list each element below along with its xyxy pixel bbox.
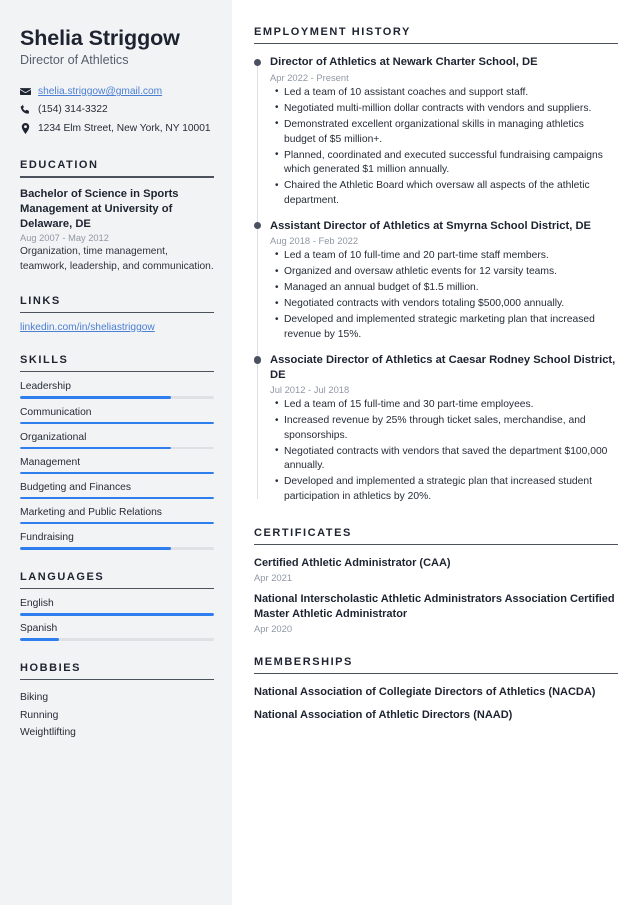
education-degree: Bachelor of Science in Sports Management at University of Delaware, DE	[20, 187, 179, 231]
skill-label: Marketing and Public Relations	[20, 506, 162, 518]
skill-bar-fill	[20, 522, 214, 525]
divider	[254, 673, 618, 674]
section-hobbies	[20, 662, 214, 743]
hobbies-list	[20, 689, 214, 742]
language-bar-fill	[20, 613, 214, 616]
section-certificates-heading: CERTIFICATES	[254, 526, 352, 539]
phone-icon	[20, 103, 31, 115]
job-point: • Increased revenue by 25% through ticket sales, merchandise, and sponsorships.	[284, 414, 618, 443]
language-bar-fill	[20, 638, 59, 641]
certificate-item	[254, 556, 618, 583]
skill-bar-fill	[20, 447, 171, 450]
languages-list	[20, 598, 214, 641]
skill-item	[20, 381, 214, 399]
job-point: • Planned, coordinated and executed successful fundraising campaigns which generated $1 million annually.	[284, 149, 618, 178]
language-item	[20, 623, 214, 641]
skill-label: Budgeting and Finances	[20, 481, 132, 493]
divider	[20, 312, 214, 313]
skill-item	[20, 507, 214, 525]
job-point: • Demonstrated excellent organizational skills in managing athletics budget of $5 million+.	[284, 118, 618, 147]
skill-bar	[20, 547, 214, 550]
skill-label: Fundraising	[20, 531, 74, 543]
certificate-item	[254, 592, 618, 634]
section-hobbies-heading: HOBBIES	[20, 661, 81, 674]
education-date: Aug 2007 - May 2012	[20, 233, 109, 244]
skill-item	[20, 482, 214, 500]
skill-bar	[20, 472, 214, 475]
education-description: Organization, time management, teamwork, leadership, and communication.	[20, 246, 214, 272]
skill-label: Organizational	[20, 431, 87, 443]
skill-bar	[20, 447, 214, 450]
sidebar	[0, 0, 232, 905]
language-item	[20, 598, 214, 616]
divider	[254, 544, 618, 545]
job-entry	[270, 219, 618, 343]
section-languages	[20, 571, 214, 641]
job-points	[270, 398, 618, 505]
job-date: Apr 2022 - Present	[270, 71, 349, 83]
membership-item: National Association of Athletic Directors (NAAD)	[254, 709, 513, 722]
skill-item	[20, 407, 214, 425]
job-point: • Negotiated multi-million dollar contracts with vendors and suppliers.	[284, 102, 618, 117]
job-point: • Negotiated contracts with vendors that saved the department $100,000 annually.	[284, 445, 618, 474]
employment-timeline	[254, 55, 618, 504]
contact-address-text: 1234 Elm Street, New York, NY 10001	[38, 122, 211, 134]
section-links	[20, 295, 214, 333]
language-bar	[20, 613, 214, 616]
page-title: Shelia Striggow	[20, 26, 180, 50]
skills-list	[20, 381, 214, 549]
memberships-list	[254, 685, 618, 723]
job-point: • Managed an annual budget of $1.5 million.	[284, 281, 618, 296]
link-item[interactable]: linkedin.com/in/sheliastriggow	[20, 322, 155, 334]
main-content	[232, 0, 640, 905]
contact-phone-text: (154) 314-3322	[38, 104, 108, 116]
section-education-heading: EDUCATION	[20, 159, 99, 172]
skill-bar	[20, 497, 214, 500]
job-title: Director of Athletics at Newark Charter School, DE	[270, 56, 538, 69]
contact-list	[20, 85, 214, 135]
divider	[20, 679, 214, 680]
job-point: • Developed and implemented strategic marketing plan that increased revenue by 15%.	[284, 313, 618, 342]
job-point: • Negotiated contracts with vendors totaling $500,000 annually.	[284, 297, 618, 312]
skill-bar-fill	[20, 396, 171, 399]
job-point: • Organized and oversaw athletic events for 12 varsity teams.	[284, 265, 618, 280]
section-employment	[254, 26, 618, 505]
profile-job-title: Director of Athletics	[20, 53, 129, 68]
certificate-date: Apr 2021	[254, 571, 293, 583]
skill-bar-fill	[20, 497, 214, 500]
section-memberships	[254, 656, 618, 723]
hobby-item: Biking	[20, 692, 49, 704]
job-title: Assistant Director of Athletics at Smyrna School District, DE	[270, 219, 591, 232]
map-pin-icon	[20, 122, 31, 134]
section-skills-heading: SKILLS	[20, 354, 69, 367]
contact-phone	[20, 103, 214, 117]
job-date: Aug 2018 - Feb 2022	[270, 234, 359, 246]
envelope-icon	[20, 85, 31, 97]
skill-item	[20, 457, 214, 475]
skill-label: Leadership	[20, 381, 71, 393]
job-point: • Led a team of 10 assistant coaches and support staff.	[284, 86, 618, 101]
certificates-list	[254, 556, 618, 634]
timeline-dot-icon	[254, 59, 261, 66]
skill-label: Communication	[20, 406, 92, 418]
section-education	[20, 159, 214, 273]
language-bar	[20, 638, 214, 641]
job-points	[270, 86, 618, 209]
skill-bar	[20, 396, 214, 399]
skill-bar	[20, 422, 214, 425]
certificate-title: National Interscholastic Athletic Administrators Association Certified Master Athletic Administrator	[254, 592, 615, 620]
skill-label: Management	[20, 456, 81, 468]
timeline-dot-icon	[254, 222, 261, 229]
contact-address	[20, 122, 214, 136]
language-label: English	[20, 597, 54, 609]
membership-item: National Association of Collegiate Directors of Athletics (NACDA)	[254, 686, 596, 699]
divider	[20, 371, 214, 372]
section-certificates	[254, 527, 618, 634]
section-skills	[20, 354, 214, 550]
job-point: • Led a team of 15 full-time and 30 part-time employees.	[284, 398, 618, 413]
skill-bar-fill	[20, 472, 214, 475]
job-title: Associate Director of Athletics at Caesar Rodney School District, DE	[270, 353, 616, 381]
skill-item	[20, 532, 214, 550]
job-date: Jul 2012 - Jul 2018	[270, 383, 350, 395]
job-point: • Led a team of 10 full-time and 20 part-time staff members.	[284, 249, 618, 264]
skill-bar-fill	[20, 547, 171, 550]
section-links-heading: LINKS	[20, 294, 61, 307]
divider	[20, 588, 214, 589]
job-entry	[270, 55, 618, 208]
job-points	[270, 249, 618, 343]
job-entry	[270, 353, 618, 505]
language-label: Spanish	[20, 623, 58, 635]
contact-email[interactable]	[20, 85, 214, 99]
section-languages-heading: LANGUAGES	[20, 570, 105, 583]
skill-bar-fill	[20, 422, 214, 425]
contact-email-text[interactable]: shelia.striggow@gmail.com	[38, 86, 163, 98]
certificate-date: Apr 2020	[254, 622, 293, 634]
divider	[254, 43, 618, 44]
section-employment-heading: EMPLOYMENT HISTORY	[254, 26, 411, 38]
skill-item	[20, 432, 214, 450]
job-point: • Developed and implemented a strategic plan that increased student participation in athletics by 20%.	[284, 475, 618, 504]
divider	[20, 176, 214, 177]
hobby-item: Weightlifting	[20, 727, 76, 739]
job-point: • Chaired the Athletic Board which oversaw all aspects of the athletic department.	[284, 179, 618, 208]
section-memberships-heading: MEMBERSHIPS	[254, 655, 353, 668]
hobby-item: Running	[20, 709, 59, 721]
skill-bar	[20, 522, 214, 525]
certificate-title: Certified Athletic Administrator (CAA)	[254, 556, 451, 569]
timeline-dot-icon	[254, 356, 261, 363]
